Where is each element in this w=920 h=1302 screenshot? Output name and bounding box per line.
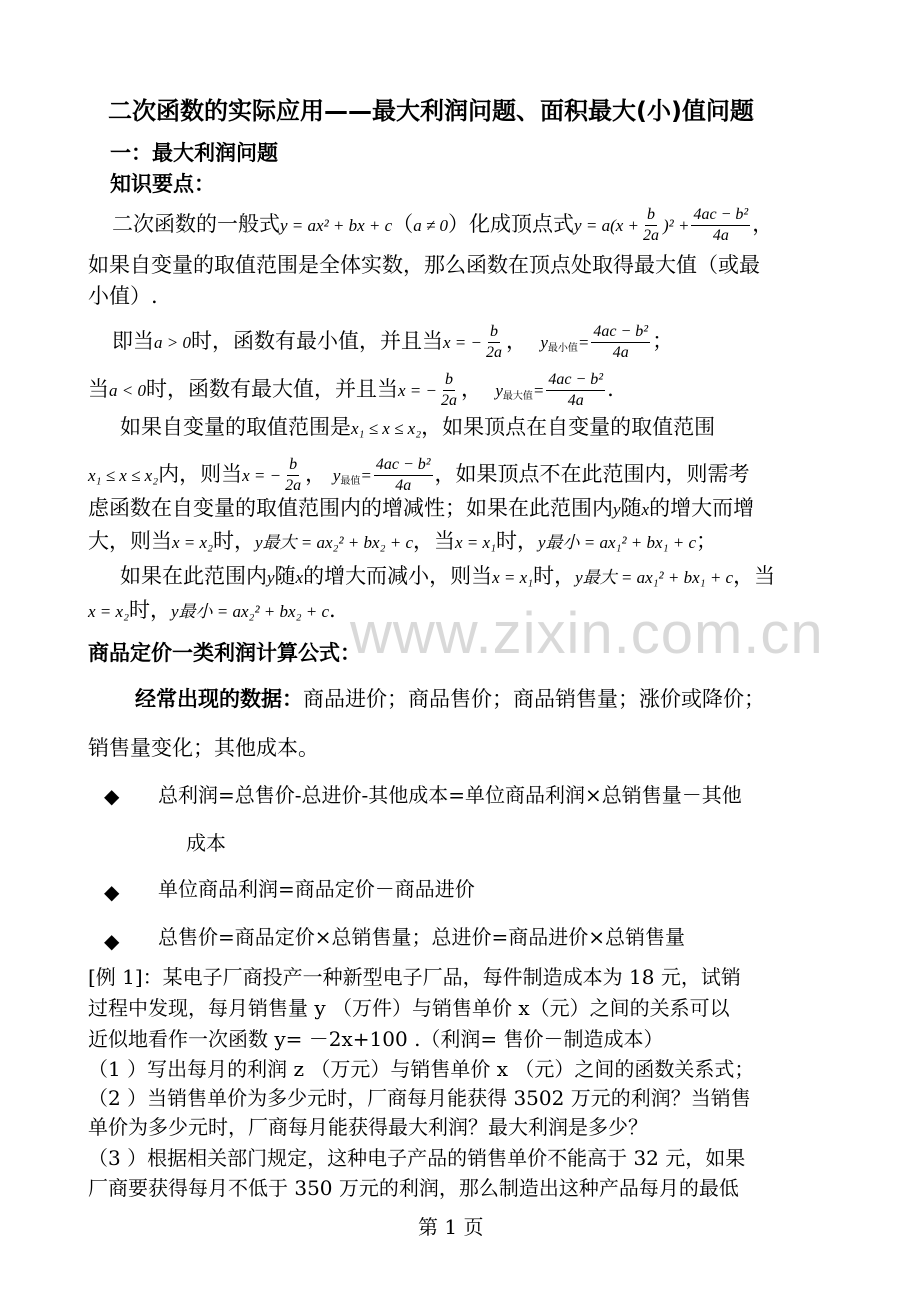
fraction: $\frac{b}{2a}$ [485,323,502,361]
paragraph-line: 如果自变量的取值范围是全体实数，那么函数在顶点处取得最大值（或最 [88,253,760,277]
section-heading: 一：最大利润问题 [110,141,278,165]
text: ， [752,212,774,236]
bullet-icon: ◆ [104,929,120,953]
example-line: [例 1]：某电子厂商投产一种新型电子厂品，每件制造成本为 18 元，试销 [88,965,741,989]
paragraph-line: x = x₂时，y最小 = ax₂² + bx₂ + c. [88,598,336,622]
bullet-item-continued: 成本 [186,831,226,855]
subheading: 知识要点： [110,172,215,196]
paragraph-line: 经常出现的数据：商品进价；商品售价；商品销售量；涨价或降价； [135,687,765,711]
example-line: 单价为多少元时，厂商每月能获得最大利润？最大利润是多少？ [88,1115,648,1139]
section-heading: 商品定价一类利润计算公式： [88,641,361,665]
paragraph-line [112,205,773,246]
formula: y = a(x + [574,216,639,235]
bullet-icon: ◆ [104,880,120,904]
fraction: $\frac{\text{4ac − b²}}{4a}$ [693,206,749,244]
fraction: $\frac{\text{4ac − b²}}{4a}$ [375,456,431,494]
formula: )² + [663,216,690,235]
paragraph-line: 即当a > 0时，函数有最小值，并且当x = − $\frac{b}{2a}$ ， $y_{最小值}=$ $\frac{\text{4ac − b²}}{4a}$ ； [112,323,674,361]
paragraph-line: x₁ ≤ x ≤ x₂内，则当x = − $\frac{b}{2a}$ ， $y_{最值}=$ $\frac{\text{4ac − b²}}{4a}$ ，如果顶点不在此范围内，则需考 [88,456,750,494]
example-line: （2 ）当销售单价为多少元时，厂商每月能获得 3502 万元的利润？当销售 [88,1086,751,1110]
text: 二次函数的一般式 [112,212,280,236]
formula: a ≠ 0 [413,216,449,235]
example-line: （3 ）根据相关部门规定，这种电子产品的销售单价不能高于 32 元，如果 [88,1146,746,1170]
paragraph-line: 小值）. [88,284,158,308]
bullet-icon: ◆ [104,784,120,808]
paragraph-line: 如果自变量的取值范围是x₁ ≤ x ≤ x₂，如果顶点在自变量的取值范围 [120,415,716,439]
watermark: www.zixin.com.cn [350,601,824,666]
fraction: $\frac{\text{4ac − b²}}{4a}$ [548,371,604,409]
example-line: 近似地看作一次函数 y= －2x+100 .（利润= 售价－制造成本） [88,1027,664,1051]
example-line: 厂商要获得每月不低于 350 万元的利润，那么制造出这种产品每月的最低 [88,1176,739,1200]
example-line: （1 ）写出每月的利润 z （万元）与销售单价 x （元）之间的函数关系式； [88,1057,755,1081]
paragraph-line: 销售量变化；其他成本。 [88,736,319,760]
formula: y = ax² + bx + c [280,216,393,235]
bullet-item: 总售价=商品定价×总销售量；总进价=商品进价×总销售量 [158,925,686,949]
example-line: 过程中发现，每月销售量 y （万件）与销售单价 x（元）之间的关系可以 [88,996,730,1020]
bullet-item: 总利润=总售价-总进价-其他成本=单位商品利润×总销售量－其他 [158,783,742,807]
fraction: $\frac{\text{4ac − b²}}{4a}$ [593,323,649,361]
paragraph-line: 虑函数在自变量的取值范围内的增减性；如果在此范围内y随x的增大而增 [88,496,755,520]
fraction: $\frac{b}{2a}$ [440,371,457,409]
page-title: 二次函数的实际应用——最大利润问题、面积最大(小)值问题 [108,97,754,125]
paragraph-line: 大，则当x = x₂时，y最大 = ax₂² + bx₂ + c，当x = x₁时，y最小 = ax₁² + bx₁ + c； [88,529,717,553]
fraction: $\frac{b}{2a}$ [643,206,659,244]
paragraph-line: 如果在此范围内y随x的增大而减小，则当x = x₁时，y最大 = ax₁² + bx₁ + c，当 [120,564,776,588]
paragraph-line: 当a < 0时，函数有最大值，并且当x = − $\frac{b}{2a}$ ， $y_{最大值}=$ $\frac{\text{4ac − b²}}{4a}$ . [88,371,614,409]
text: ）化成顶点式 [448,212,575,236]
text: （ [392,212,414,236]
page-footer: 第 1 页 [418,1215,484,1239]
bullet-item: 单位商品利润=商品定价－商品进价 [158,877,475,901]
fraction: $\frac{b}{2a}$ [285,456,302,494]
